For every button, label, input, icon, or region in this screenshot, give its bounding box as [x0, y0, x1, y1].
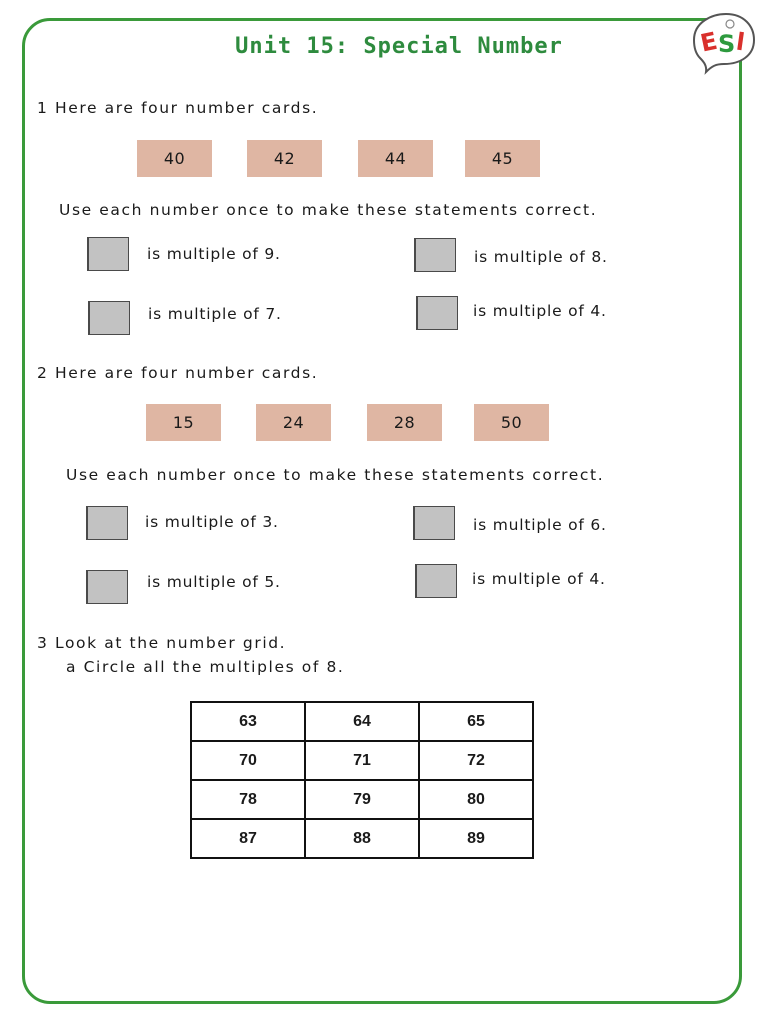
grid-cell[interactable]: 88 — [305, 819, 419, 858]
grid-cell[interactable]: 72 — [419, 741, 533, 780]
grid-row — [191, 741, 533, 780]
grid-cell[interactable]: 89 — [419, 819, 533, 858]
q2-card: 28 — [367, 404, 442, 441]
q1-instruction: Use each number once to make these statements correct. — [59, 201, 598, 219]
q1-statement-2: is multiple of 8. — [474, 248, 608, 266]
number-grid — [190, 701, 534, 859]
q1-answer-box-4[interactable] — [416, 296, 458, 330]
svg-text:l: l — [734, 27, 747, 57]
q3-sub-question: a Circle all the multiples of 8. — [66, 658, 345, 676]
q1-card: 40 — [137, 140, 212, 177]
q1-answer-box-1[interactable] — [87, 237, 129, 271]
q2-answer-box-3[interactable] — [86, 570, 128, 604]
grid-cell[interactable]: 87 — [191, 819, 305, 858]
q1-answer-box-2[interactable] — [414, 238, 456, 272]
q1-card: 42 — [247, 140, 322, 177]
q2-answer-box-2[interactable] — [413, 506, 455, 540]
q1-prompt: 1 Here are four number cards. — [37, 99, 319, 117]
q2-card: 15 — [146, 404, 221, 441]
q2-statement-3: is multiple of 5. — [147, 573, 281, 591]
q1-card: 45 — [465, 140, 540, 177]
q2-card: 50 — [474, 404, 549, 441]
svg-text:E: E — [697, 26, 720, 58]
grid-row — [191, 819, 533, 858]
q2-card: 24 — [256, 404, 331, 441]
svg-text:S: S — [718, 30, 736, 58]
q2-instruction: Use each number once to make these statements correct. — [66, 466, 605, 484]
page-title: Unit 15: Special Number — [235, 34, 563, 59]
q1-answer-box-3[interactable] — [88, 301, 130, 335]
q3-prompt: 3 Look at the number grid. — [37, 634, 287, 652]
grid-cell[interactable]: 71 — [305, 741, 419, 780]
q2-answer-box-1[interactable] — [86, 506, 128, 540]
grid-cell[interactable]: 63 — [191, 702, 305, 741]
q1-card: 44 — [358, 140, 433, 177]
q1-statement-4: is multiple of 4. — [473, 302, 607, 320]
q2-statement-1: is multiple of 3. — [145, 513, 279, 531]
q2-prompt: 2 Here are four number cards. — [37, 364, 319, 382]
q2-statement-2: is multiple of 6. — [473, 516, 607, 534]
grid-cell[interactable]: 79 — [305, 780, 419, 819]
q1-statement-3: is multiple of 7. — [148, 305, 282, 323]
q2-answer-box-4[interactable] — [415, 564, 457, 598]
q2-statement-4: is multiple of 4. — [472, 570, 606, 588]
q1-statement-1: is multiple of 9. — [147, 245, 281, 263]
grid-cell[interactable]: 64 — [305, 702, 419, 741]
grid-cell[interactable]: 65 — [419, 702, 533, 741]
grid-cell[interactable]: 80 — [419, 780, 533, 819]
grid-cell[interactable]: 78 — [191, 780, 305, 819]
grid-row — [191, 702, 533, 741]
grid-row — [191, 780, 533, 819]
grid-cell[interactable]: 70 — [191, 741, 305, 780]
